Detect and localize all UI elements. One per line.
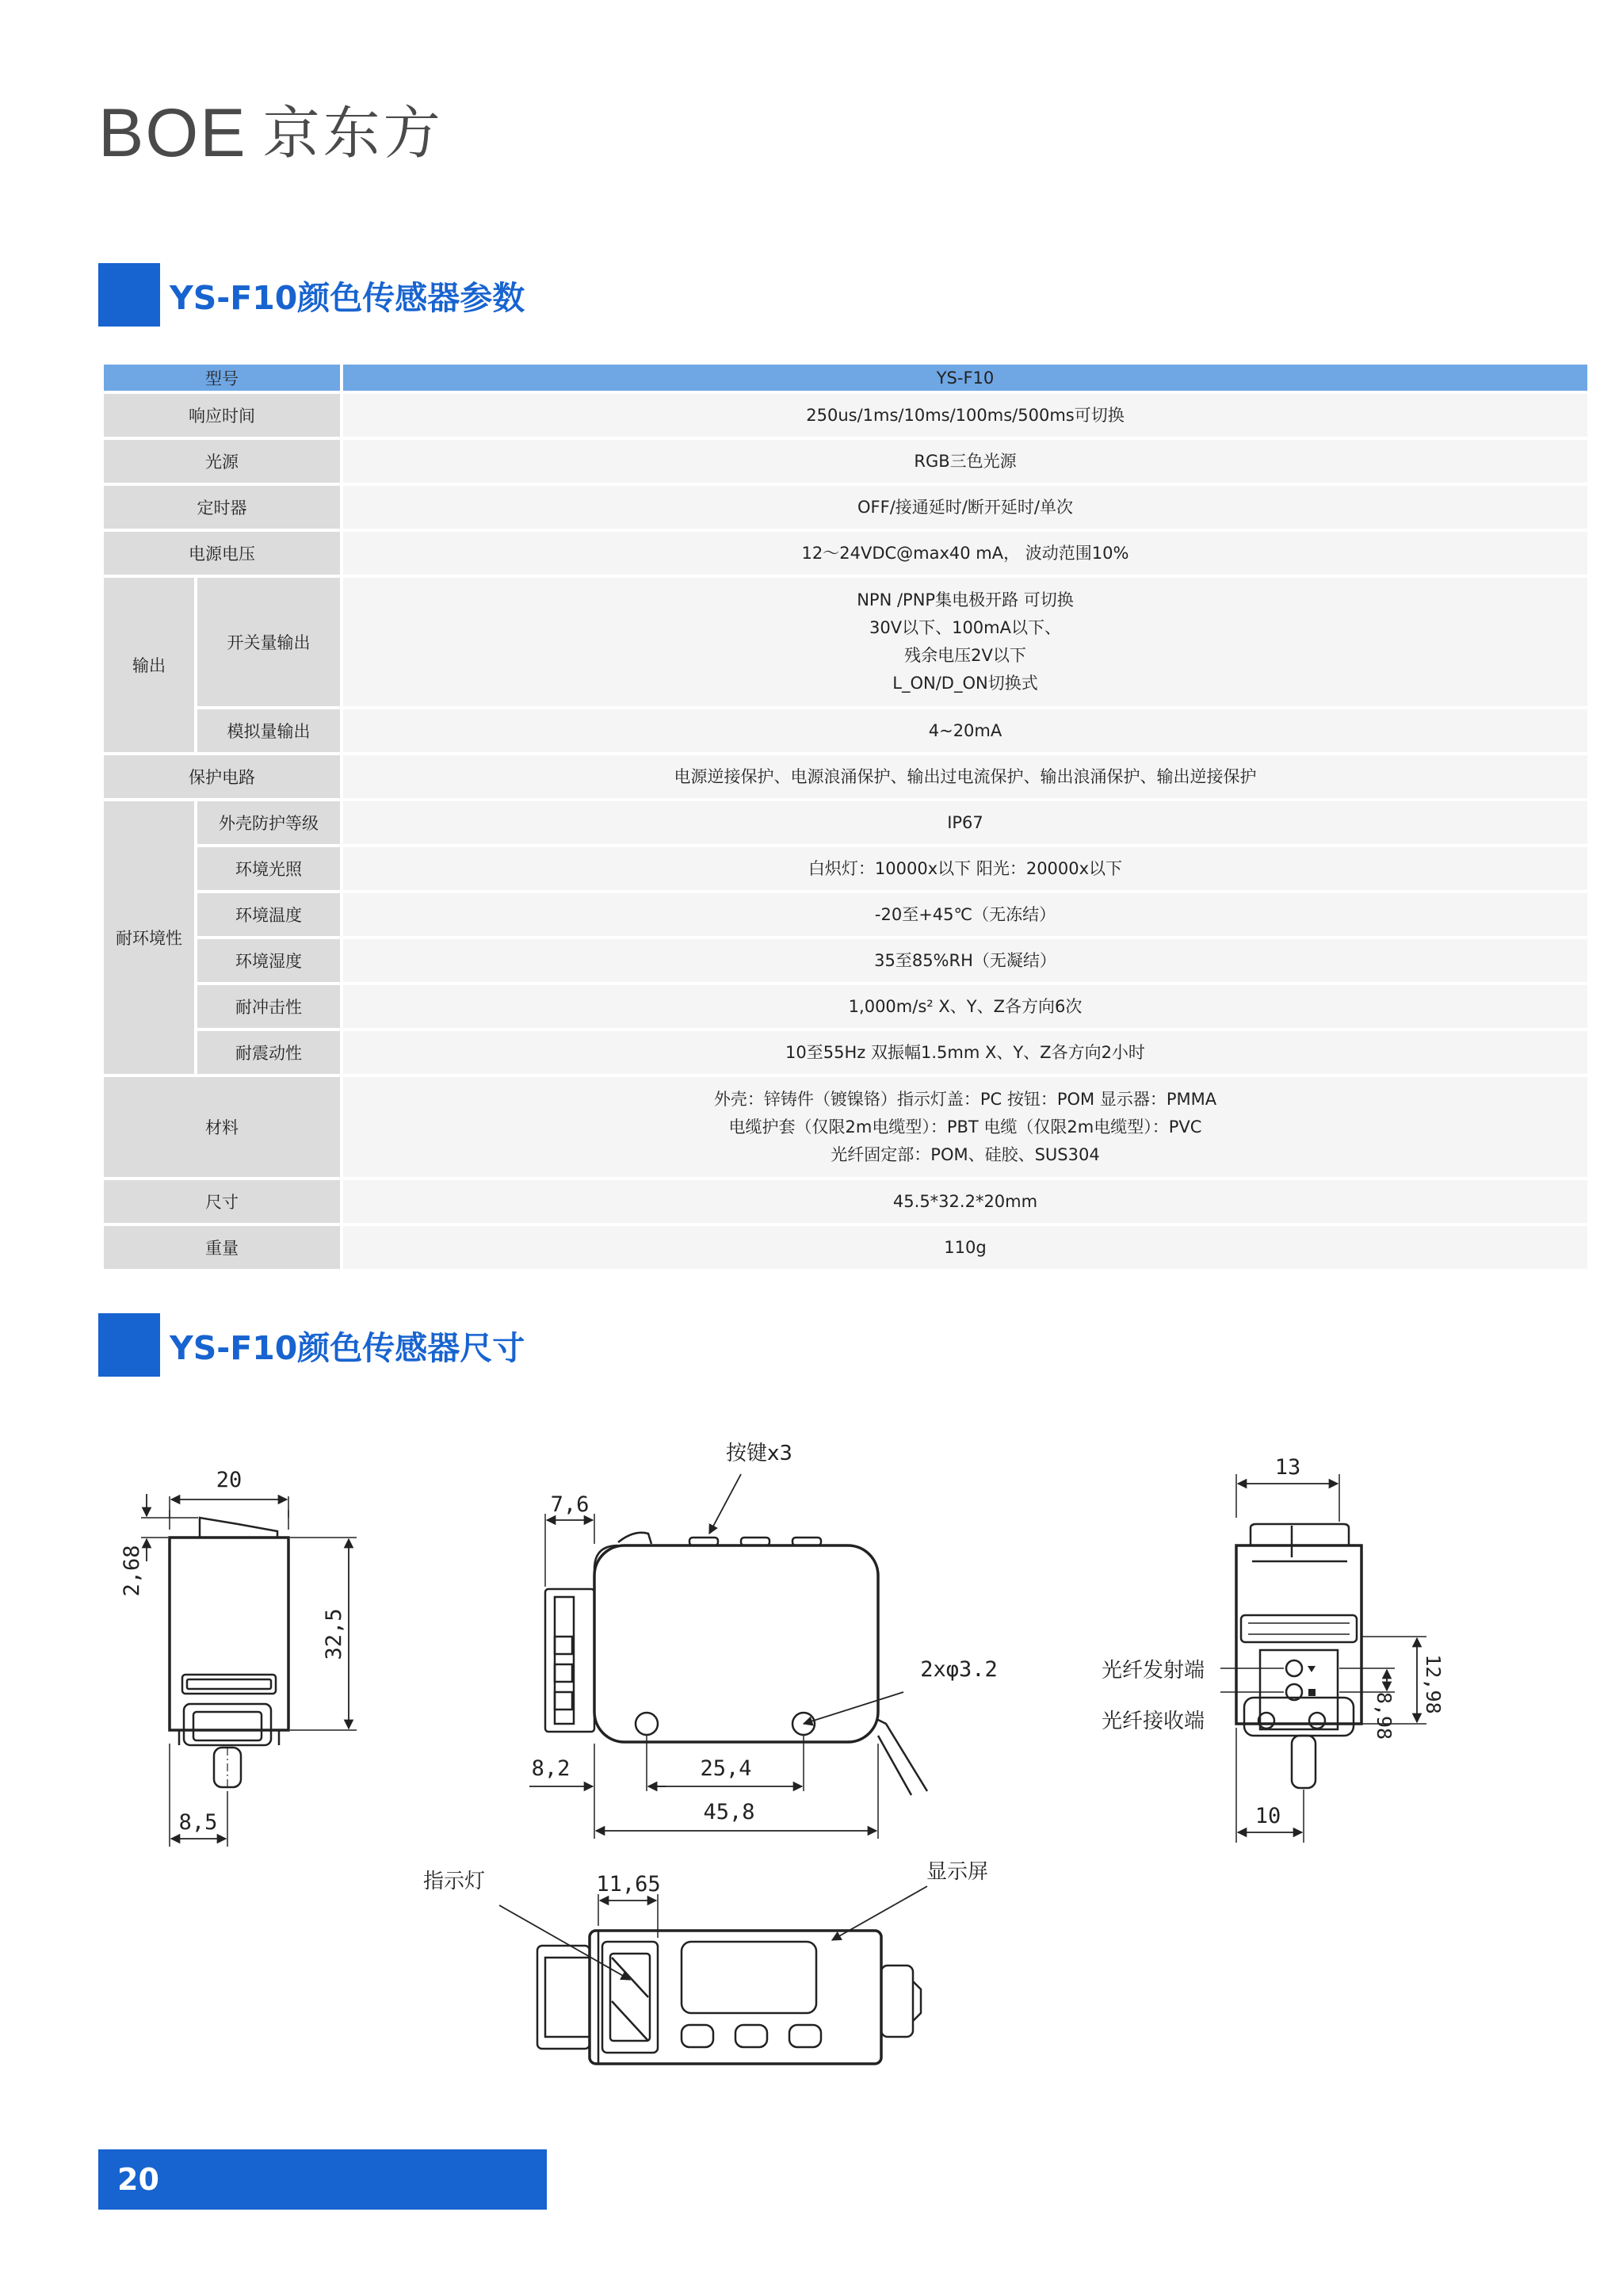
dim-side-left: 8,2: [531, 1756, 571, 1781]
label-indicator: 指示灯: [422, 1870, 486, 1893]
table-row: [104, 847, 1587, 890]
value-line: 光纤固定部：POM、硅胶、SUS304: [831, 1144, 1100, 1164]
row-value: 4~20mA: [343, 709, 1587, 752]
row-value: OFF/接通延时/断开延时/单次: [343, 486, 1587, 529]
row-value-multiline: [343, 578, 1587, 706]
row-key: 模拟量输出: [197, 709, 340, 752]
row-key: 重量: [104, 1226, 340, 1269]
dim-side-total: 45,8: [703, 1800, 755, 1824]
table-row: [104, 394, 1587, 437]
output-group-label: 输出: [104, 578, 194, 752]
environment-group-label: 耐环境性: [104, 801, 194, 1074]
dim-right-top: 13: [1274, 1455, 1301, 1480]
row-key: 定时器: [104, 486, 340, 529]
dim-front-height: 32,5: [322, 1608, 346, 1660]
dim-right-h2: 12,98: [1422, 1654, 1445, 1714]
row-value: 1,000m/s² X、Y、Z各方向6次: [343, 985, 1587, 1028]
row-value: IP67: [343, 801, 1587, 844]
row-key: 耐冲击性: [197, 985, 340, 1028]
header-key: 型号: [104, 365, 340, 391]
section-title: YS-F10颜色传感器尺寸: [170, 1328, 525, 1367]
logo-chinese: 京东方: [262, 100, 444, 166]
table-row: [104, 578, 1587, 706]
table-row: [104, 893, 1587, 936]
page-number: 20: [117, 2162, 159, 2197]
table-header-row: [104, 365, 1587, 391]
value-line: 外壳：锌铸件（镀镍铬）指示灯盖：PC 按钮：POM 显示器：PMMA: [713, 1089, 1217, 1109]
value-line: NPN /PNP集电极开路 可切换: [857, 590, 1074, 609]
section-heading-dimensions: [98, 1313, 525, 1377]
value-line: 残余电压2V以下: [904, 646, 1026, 665]
dim-front-width: 20: [216, 1468, 242, 1492]
dim-side-mid: 25,4: [700, 1756, 752, 1781]
dim-front-bottom: 8,5: [178, 1810, 218, 1835]
row-value: 110g: [343, 1226, 1587, 1269]
heading-block: [98, 263, 160, 327]
dim-front-top: 2,68: [120, 1545, 144, 1597]
section-title: YS-F10颜色传感器参数: [170, 278, 525, 317]
label-buttons: 按键x3: [726, 1442, 792, 1465]
row-key: 环境光照: [197, 847, 340, 890]
label-display: 显示屏: [926, 1860, 989, 1884]
value-line: 30V以下、100mA以下、: [869, 618, 1061, 637]
table-row: [104, 709, 1587, 752]
row-value: 12～24VDC@max40 mA， 波动范围10%: [343, 532, 1587, 575]
logo-latin: BOE: [98, 95, 247, 171]
row-value: 电源逆接保护、电源浪涌保护、输出过电流保护、输出浪涌保护、输出逆接保护: [343, 755, 1587, 798]
row-value: 45.5*32.2*20mm: [343, 1180, 1587, 1223]
row-key: 材料: [104, 1077, 340, 1177]
table-row: [104, 1031, 1587, 1074]
boe-logo: [98, 94, 444, 173]
row-value: 35至85%RH（无凝结）: [343, 939, 1587, 982]
dim-holes: 2xφ3.2: [920, 1657, 998, 1682]
row-value: 10至55Hz 双振幅1.5mm X、Y、Z各方向2小时: [343, 1031, 1587, 1074]
label-fiber-receive: 光纤接收端: [1101, 1710, 1205, 1733]
spec-table: [101, 361, 1591, 1272]
row-value: -20至+45℃（无冻结）: [343, 893, 1587, 936]
row-value: RGB三色光源: [343, 440, 1587, 483]
value-line: L_ON/D_ON切换式: [892, 674, 1038, 693]
heading-block: [98, 1313, 160, 1377]
section-heading-params: [98, 263, 525, 327]
row-value: 白炽灯：10000x以下 阳光：20000x以下: [343, 847, 1587, 890]
dim-right-bottom: 10: [1254, 1804, 1281, 1828]
table-row: [104, 939, 1587, 982]
right-view: [1220, 1474, 1426, 1843]
table-row: [104, 755, 1587, 798]
table-row: [104, 1077, 1587, 1177]
row-key: 保护电路: [104, 755, 340, 798]
table-row: [104, 486, 1587, 529]
table-row: [104, 985, 1587, 1028]
value-line: 电缆护套（仅限2m电缆型）：PBT 电缆（仅限2m电缆型）：PVC: [728, 1117, 1202, 1137]
row-key: 光源: [104, 440, 340, 483]
table-row: [104, 801, 1587, 844]
dimension-drawing: [0, 1411, 1623, 2084]
row-value: 250us/1ms/10ms/100ms/500ms可切换: [343, 394, 1587, 437]
front-view: [141, 1494, 357, 1847]
row-key: 环境温度: [197, 893, 340, 936]
row-key: 尺寸: [104, 1180, 340, 1223]
dim-top-width: 11,65: [596, 1872, 661, 1897]
table-row: [104, 532, 1587, 575]
page-number-bar: [98, 2149, 547, 2210]
table-row: [104, 1180, 1587, 1223]
row-key: 外壳防护等级: [197, 801, 340, 844]
dim-right-h1: 8,98: [1373, 1691, 1396, 1740]
side-view: [529, 1474, 927, 1839]
row-key: 电源电压: [104, 532, 340, 575]
row-key: 开关量输出: [197, 578, 340, 706]
row-key: 耐震动性: [197, 1031, 340, 1074]
table-row: [104, 1226, 1587, 1269]
table-row: [104, 440, 1587, 483]
dim-side-offset: 7,6: [550, 1492, 590, 1517]
row-value-multiline: [343, 1077, 1587, 1177]
row-key: 响应时间: [104, 394, 340, 437]
header-value: YS-F10: [343, 365, 1587, 391]
label-fiber-emit: 光纤发射端: [1101, 1659, 1205, 1683]
top-view: [499, 1886, 927, 2064]
row-key: 环境湿度: [197, 939, 340, 982]
